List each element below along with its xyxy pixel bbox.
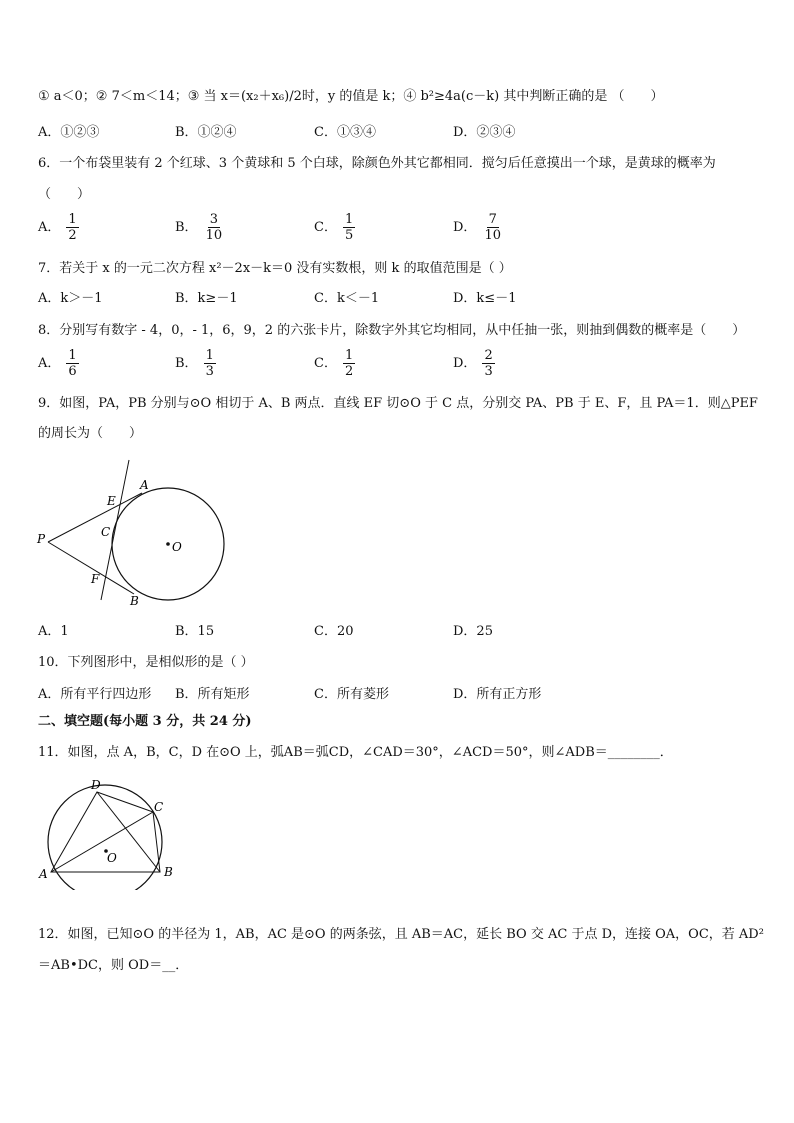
q8-stem: 8．分别写有数字 - 4，0，- 1，6，9，2 的六张卡片，除数字外其它均相同，从中任抽一张，则抽到偶数的概率是（ ）: [38, 323, 746, 338]
q8-option-a: A． $\frac{1}{6}$: [38, 348, 77, 379]
q9-label-b: B: [130, 594, 139, 608]
q5-option-d: D．②③④: [453, 125, 516, 140]
q11-figure: [36, 778, 186, 890]
q9-stem: 9．如图，PA，PB 分别与⊙O 相切于 A、B 两点．直线 EF 切⊙O 于 C 点，分别交 PA、PB 于 E、F，且 PA＝1．则△PEF: [38, 396, 758, 411]
q9-option-c: C．20: [314, 624, 354, 639]
q6-stem: 6．一个布袋里装有 2 个红球、3 个黄球和 5 个白球，除颜色外其它都相同．搅匀后任意摸出一个球，是黄球的概率为: [38, 156, 716, 171]
q9-tangent-pb: [48, 542, 134, 594]
q7-option-a: A．k＞－1: [38, 291, 103, 306]
q9-label-c: C: [101, 525, 111, 539]
q7-option-b: B．k≥－1: [175, 291, 238, 306]
q8-option-b: B． $\frac{1}{3}$: [175, 348, 214, 379]
q11-label-d: D: [91, 778, 101, 792]
q11-label-b: B: [164, 865, 173, 879]
q9-center-dot: [166, 542, 170, 546]
q6-option-d: D． $\frac{7}{10}$: [453, 212, 501, 243]
q11-label-o: O: [107, 851, 117, 865]
q9-label-o: O: [172, 540, 182, 554]
q9-label-e: E: [107, 494, 116, 508]
q7-option-c: C．k＜－1: [314, 291, 380, 306]
q10-option-c: C．所有菱形: [314, 687, 389, 702]
q9-option-d: D．25: [453, 624, 493, 639]
q10-stem: 10．下列图形中，是相似形的是（ ）: [38, 655, 254, 670]
q5-option-a: A．①②③: [38, 125, 100, 140]
q5-option-c: C．①③④: [314, 125, 376, 140]
q11-circle: [48, 785, 162, 890]
q5-stem: ① a＜0；② 7＜m＜14；③ 当 x＝(x₂＋x₆)/2时，y 的值是 k；④ b²≥4a(c－k) 其中判断正确的是 （ ）: [38, 89, 664, 104]
q11-label-a: A: [39, 867, 48, 881]
q12-stem-2: ＝AB•DC，则 OD＝__．: [38, 958, 189, 973]
q9-option-a: A．1: [38, 624, 69, 639]
q11-label-c: C: [154, 800, 164, 814]
q6-option-c: C． $\frac{1}{5}$: [314, 212, 354, 243]
q9-figure: [30, 455, 240, 610]
q11-stem: 11．如图，点 A，B，C，D 在⊙O 上，弧AB＝弧CD，∠CAD＝30°，∠ACD＝50°，则∠ADB＝________．: [38, 745, 673, 760]
q11-quadrilateral: [51, 792, 160, 872]
q9-stem-2: 的周长为（ ）: [38, 426, 143, 441]
q9-label-a: A: [140, 478, 149, 492]
q12-stem: 12．如图，已知⊙O 的半径为 1，AB，AC 是⊙O 的两条弦，且 AB＝AC，延长 BO 交 AC 于点 D，连接 OA，OC，若 AD²: [38, 927, 764, 942]
q5-option-b: B．①②④: [175, 125, 237, 140]
q9-tangent-pa: [48, 493, 142, 542]
q6-paren: （ ）: [38, 187, 91, 202]
q9-label-p: P: [37, 532, 46, 546]
q10-option-b: B．所有矩形: [175, 687, 250, 702]
q9-label-f: F: [91, 572, 100, 586]
q9-option-b: B．15: [175, 624, 215, 639]
q10-option-d: D．所有正方形: [453, 687, 542, 702]
q6-option-a: A． $\frac{1}{2}$: [38, 212, 77, 243]
q7-option-d: D．k≤－1: [453, 291, 517, 306]
q6-option-b: B． $\frac{3}{10}$: [175, 212, 223, 243]
q10-option-a: A．所有平行四边形: [38, 687, 152, 702]
q7-stem: 7．若关于 x 的一元二次方程 x²－2x－k＝0 没有实数根，则 k 的取值范围是（ ）: [38, 261, 512, 276]
section-heading: 二、填空题(每小题 3 分，共 24 分): [38, 714, 252, 729]
q11-chord-ac: [51, 812, 153, 872]
q8-option-c: C． $\frac{1}{2}$: [314, 348, 354, 379]
q8-option-d: D． $\frac{2}{3}$: [453, 348, 493, 379]
